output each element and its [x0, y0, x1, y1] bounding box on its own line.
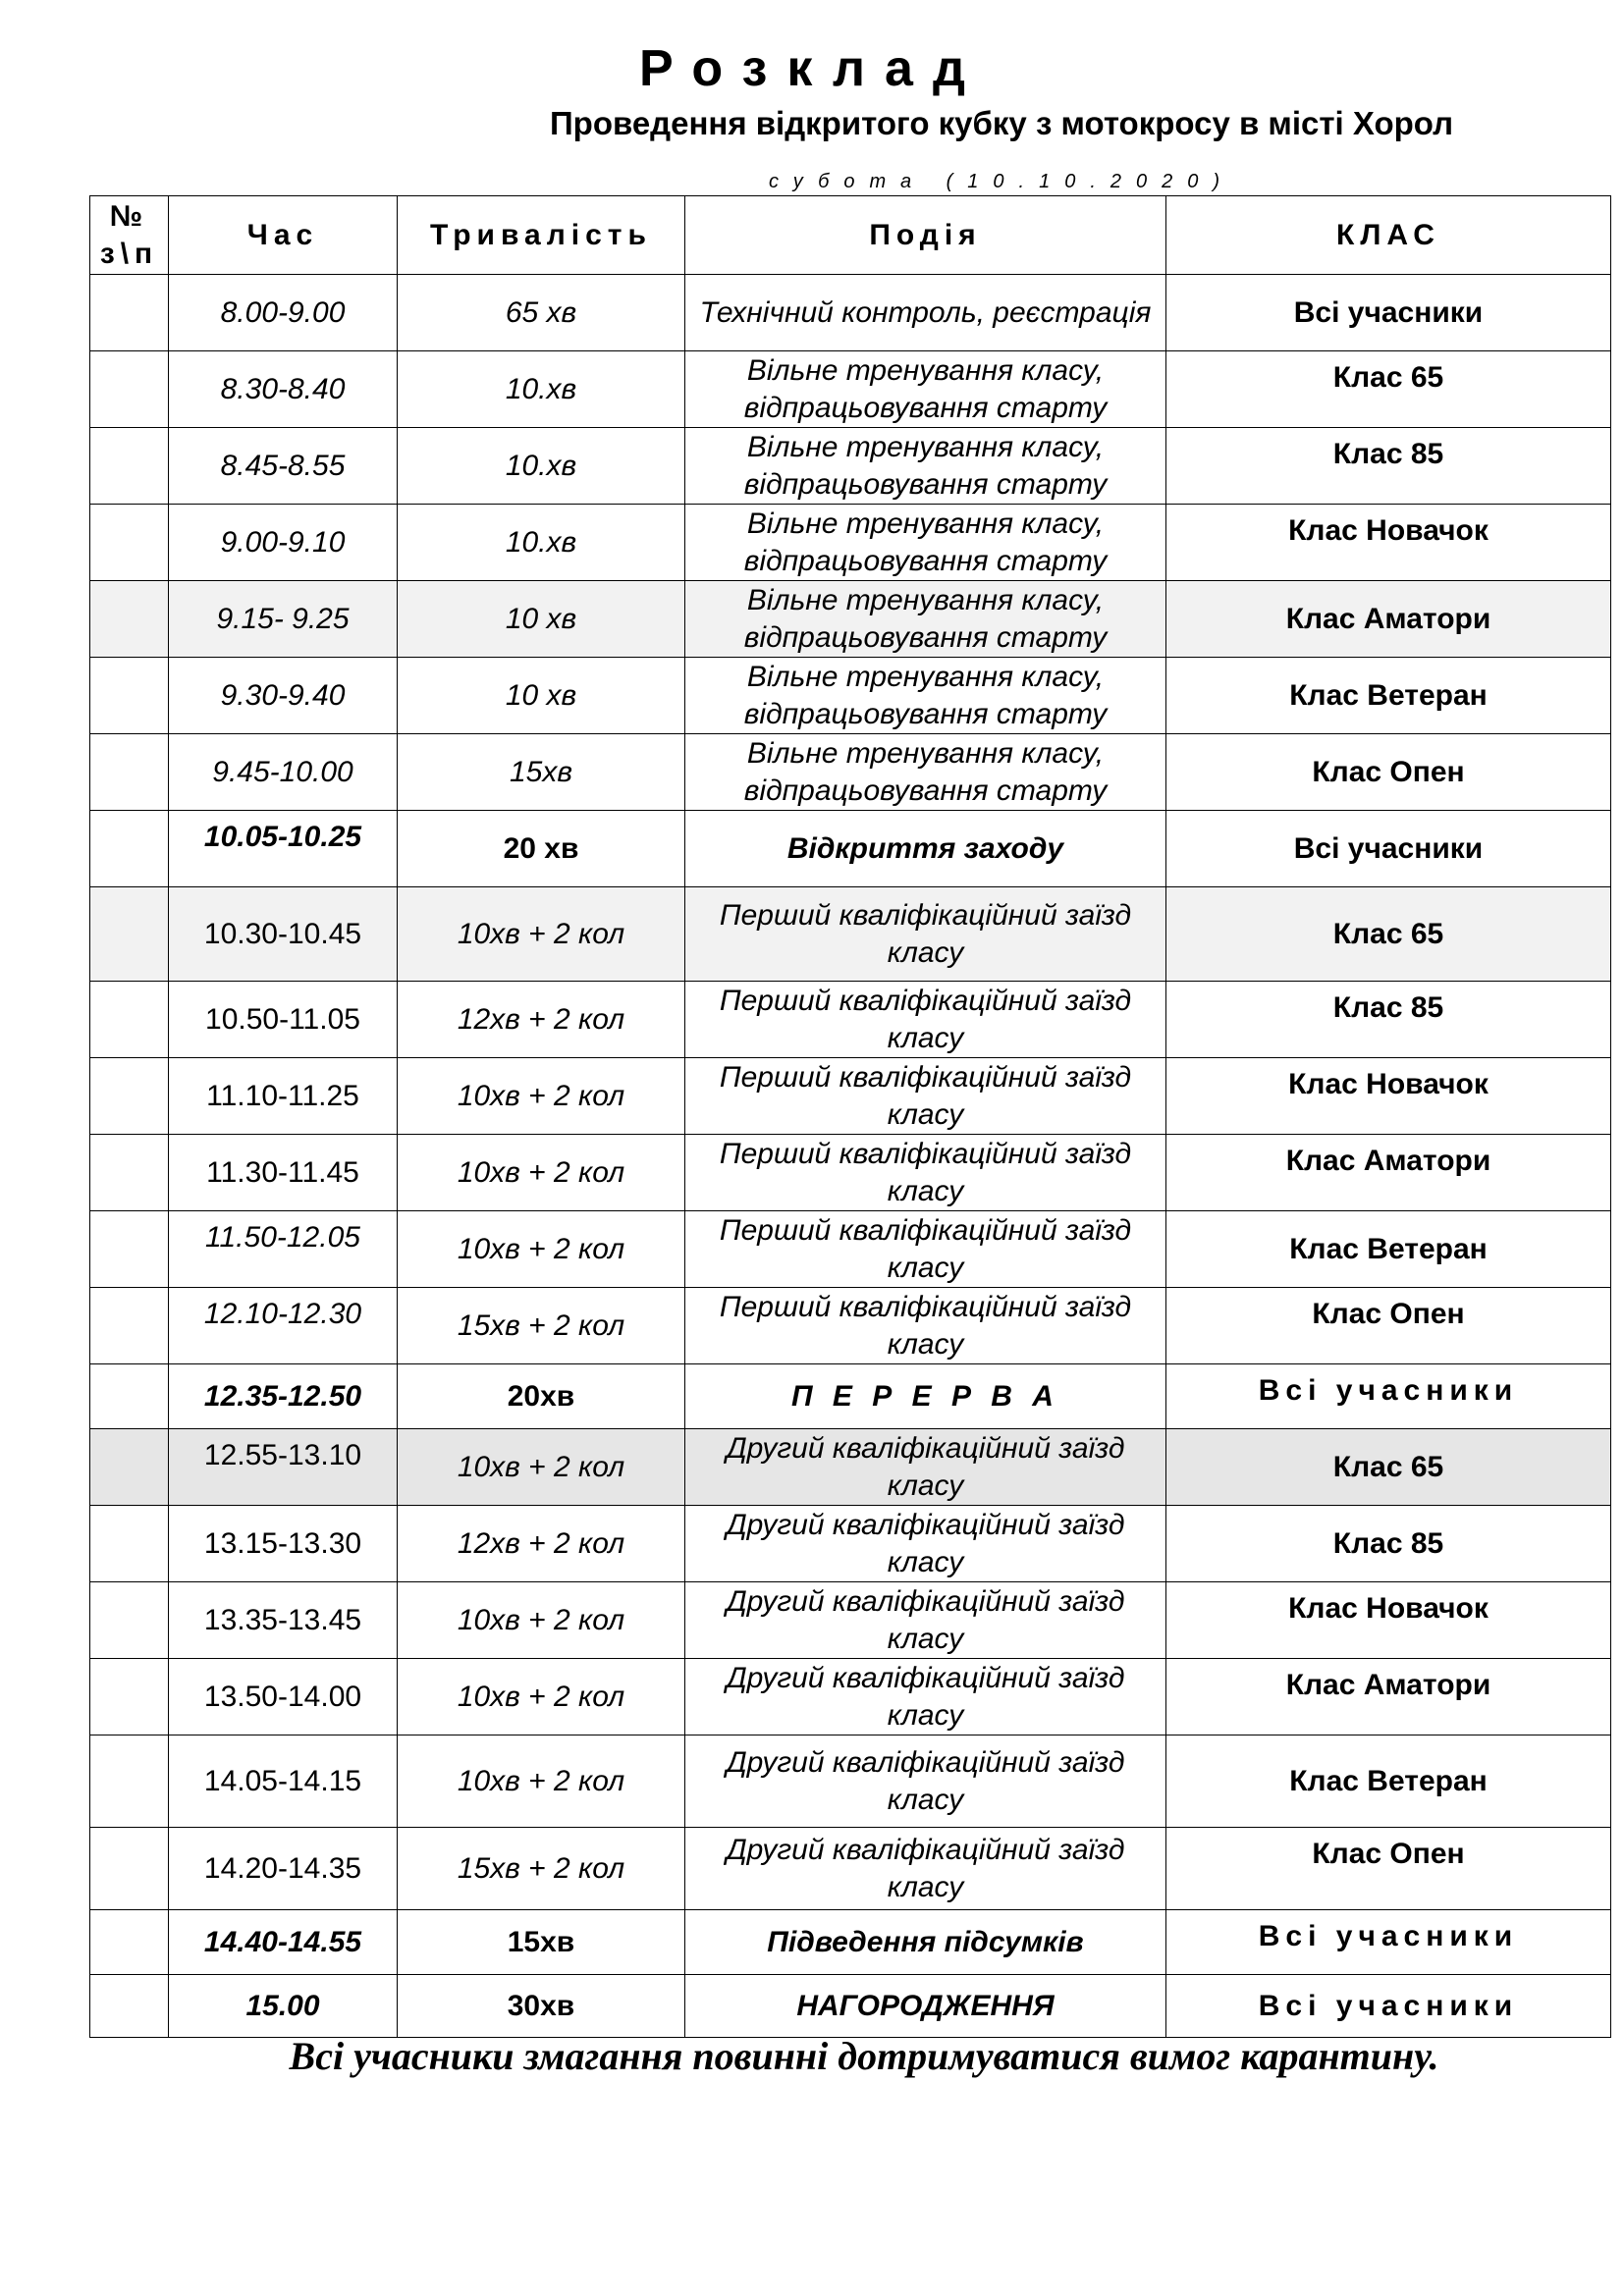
row-duration: 10хв + 2 кол	[398, 1135, 685, 1211]
row-class: Клас Опен	[1166, 734, 1611, 811]
table-row	[90, 887, 1611, 982]
row-time: 14.05-14.15	[169, 1735, 398, 1828]
table-row	[90, 581, 1611, 658]
row-event: Вільне тренування класу, відпрацьовування старту	[685, 734, 1166, 811]
row-duration: 15хв + 2 кол	[398, 1288, 685, 1364]
row-time: 8.00-9.00	[169, 275, 398, 351]
table-row	[90, 1975, 1611, 2038]
event-date: субота (10.10.2020)	[768, 171, 1235, 192]
row-class: Всі учасники	[1166, 1910, 1611, 1975]
row-num	[90, 1429, 169, 1506]
row-num	[90, 1211, 169, 1288]
row-event: П Е Р Е Р В А	[685, 1364, 1166, 1429]
table-header-row	[90, 196, 1611, 275]
row-num	[90, 1058, 169, 1135]
row-event: Технічний контроль, реєстрація	[685, 275, 1166, 351]
row-num	[90, 1364, 169, 1429]
row-duration: 10.хв	[398, 351, 685, 428]
row-class: Клас 65	[1166, 887, 1611, 982]
row-time: 14.40-14.55	[169, 1910, 398, 1975]
row-time: 13.50-14.00	[169, 1659, 398, 1735]
row-num	[90, 275, 169, 351]
row-event: Другий кваліфікаційний заїзд класу	[685, 1828, 1166, 1910]
row-time: 10.05-10.25	[169, 811, 398, 887]
row-class: Клас 85	[1166, 982, 1611, 1058]
row-duration: 10хв + 2 кол	[398, 1659, 685, 1735]
row-event: Вільне тренування класу, відпрацьовування старту	[685, 658, 1166, 734]
row-duration: 12хв + 2 кол	[398, 982, 685, 1058]
row-class: Клас Аматори	[1166, 1135, 1611, 1211]
row-class: Клас Аматори	[1166, 581, 1611, 658]
table-row	[90, 1364, 1611, 1429]
row-num	[90, 1582, 169, 1659]
row-time: 10.50-11.05	[169, 982, 398, 1058]
row-time: 13.15-13.30	[169, 1506, 398, 1582]
schedule-table	[89, 195, 1611, 2038]
row-num	[90, 982, 169, 1058]
row-event: Вільне тренування класу, відпрацьовування старту	[685, 351, 1166, 428]
row-num	[90, 351, 169, 428]
row-class: Всі учасники	[1166, 275, 1611, 351]
header-duration: Тривалість	[398, 196, 685, 275]
row-num	[90, 1735, 169, 1828]
row-num	[90, 1659, 169, 1735]
table-row	[90, 1659, 1611, 1735]
row-duration: 10хв + 2 кол	[398, 1735, 685, 1828]
table-row	[90, 505, 1611, 581]
row-class: Клас Новачок	[1166, 505, 1611, 581]
table-row	[90, 351, 1611, 428]
row-time: 9.30-9.40	[169, 658, 398, 734]
row-duration: 10хв + 2 кол	[398, 1429, 685, 1506]
row-time: 14.20-14.35	[169, 1828, 398, 1910]
row-class: Клас 85	[1166, 1506, 1611, 1582]
row-time: 12.10-12.30	[169, 1288, 398, 1364]
row-num	[90, 658, 169, 734]
row-time: 11.10-11.25	[169, 1058, 398, 1135]
row-time: 8.30-8.40	[169, 351, 398, 428]
row-duration: 10хв + 2 кол	[398, 887, 685, 982]
row-class: Клас Ветеран	[1166, 1735, 1611, 1828]
row-event: Відкриття заходу	[685, 811, 1166, 887]
row-event: Перший кваліфікаційний заїзд класу	[685, 982, 1166, 1058]
row-class: Клас Ветеран	[1166, 1211, 1611, 1288]
table-row	[90, 428, 1611, 505]
row-class: Клас 65	[1166, 351, 1611, 428]
row-duration: 10хв + 2 кол	[398, 1211, 685, 1288]
row-duration: 20 хв	[398, 811, 685, 887]
row-num	[90, 1135, 169, 1211]
header-time: Час	[169, 196, 398, 275]
row-class: Клас Опен	[1166, 1828, 1611, 1910]
document-subtitle: Проведення відкритого кубку з мотокросу в місті Хорол	[549, 105, 1454, 141]
row-event: НАГОРОДЖЕННЯ	[685, 1975, 1166, 2038]
row-num	[90, 505, 169, 581]
row-time: 12.55-13.10	[169, 1429, 398, 1506]
row-num	[90, 811, 169, 887]
table-row	[90, 982, 1611, 1058]
header-num: № з\п	[90, 196, 169, 275]
row-event: Перший кваліфікаційний заїзд класу	[685, 1211, 1166, 1288]
row-event: Підведення підсумків	[685, 1910, 1166, 1975]
row-event: Перший кваліфікаційний заїзд класу	[685, 1288, 1166, 1364]
row-duration: 10хв + 2 кол	[398, 1582, 685, 1659]
row-num	[90, 734, 169, 811]
row-event: Перший кваліфікаційний заїзд класу	[685, 1135, 1166, 1211]
table-row	[90, 1058, 1611, 1135]
footer-note: Всі учасники змагання повинні дотримуватися вимог карантину.	[289, 2034, 1439, 2078]
table-row	[90, 811, 1611, 887]
row-event: Другий кваліфікаційний заїзд класу	[685, 1659, 1166, 1735]
table-row	[90, 1506, 1611, 1582]
row-num	[90, 428, 169, 505]
table-row	[90, 1582, 1611, 1659]
table-row	[90, 1429, 1611, 1506]
row-event: Другий кваліфікаційний заїзд класу	[685, 1506, 1166, 1582]
row-num	[90, 887, 169, 982]
table-row	[90, 1735, 1611, 1828]
row-class: Клас 65	[1166, 1429, 1611, 1506]
row-class: Всі учасники	[1166, 811, 1611, 887]
row-num	[90, 1975, 169, 2038]
row-num	[90, 1828, 169, 1910]
row-num	[90, 1288, 169, 1364]
row-event: Другий кваліфікаційний заїзд класу	[685, 1429, 1166, 1506]
row-duration: 12хв + 2 кол	[398, 1506, 685, 1582]
row-time: 9.15- 9.25	[169, 581, 398, 658]
row-class: Клас Аматори	[1166, 1659, 1611, 1735]
row-time: 11.30-11.45	[169, 1135, 398, 1211]
header-event: Подія	[685, 196, 1166, 275]
row-class: Клас 85	[1166, 428, 1611, 505]
row-time: 11.50-12.05	[169, 1211, 398, 1288]
row-time: 9.00-9.10	[169, 505, 398, 581]
table-row	[90, 1288, 1611, 1364]
row-duration: 15хв + 2 кол	[398, 1828, 685, 1910]
table-row	[90, 275, 1611, 351]
row-event: Вільне тренування класу, відпрацьовування старту	[685, 581, 1166, 658]
row-time: 13.35-13.45	[169, 1582, 398, 1659]
row-event: Другий кваліфікаційний заїзд класу	[685, 1582, 1166, 1659]
document-title: Розклад	[639, 40, 985, 97]
row-time: 15.00	[169, 1975, 398, 2038]
row-event: Вільне тренування класу, відпрацьовування старту	[685, 428, 1166, 505]
table-row	[90, 1211, 1611, 1288]
row-duration: 15хв	[398, 734, 685, 811]
row-time: 10.30-10.45	[169, 887, 398, 982]
row-duration: 65 хв	[398, 275, 685, 351]
row-num	[90, 1506, 169, 1582]
row-event: Перший кваліфікаційний заїзд класу	[685, 887, 1166, 982]
row-time: 12.35-12.50	[169, 1364, 398, 1429]
table-row	[90, 734, 1611, 811]
row-duration: 20хв	[398, 1364, 685, 1429]
table-row	[90, 1828, 1611, 1910]
row-duration: 10 хв	[398, 581, 685, 658]
row-event: Другий кваліфікаційний заїзд класу	[685, 1735, 1166, 1828]
table-row	[90, 658, 1611, 734]
row-class: Клас Опен	[1166, 1288, 1611, 1364]
table-row	[90, 1910, 1611, 1975]
row-time: 9.45-10.00	[169, 734, 398, 811]
row-event: Перший кваліфікаційний заїзд класу	[685, 1058, 1166, 1135]
row-duration: 10.хв	[398, 505, 685, 581]
table-row	[90, 1135, 1611, 1211]
row-class: Клас Ветеран	[1166, 658, 1611, 734]
row-class: Клас Новачок	[1166, 1058, 1611, 1135]
row-num	[90, 581, 169, 658]
row-duration: 10.хв	[398, 428, 685, 505]
row-class: Всі учасники	[1166, 1364, 1611, 1429]
row-time: 8.45-8.55	[169, 428, 398, 505]
header-class: КЛАС	[1166, 196, 1611, 275]
row-duration: 10 хв	[398, 658, 685, 734]
row-num	[90, 1910, 169, 1975]
row-duration: 15хв	[398, 1910, 685, 1975]
row-duration: 10хв + 2 кол	[398, 1058, 685, 1135]
row-class: Всі учасники	[1166, 1975, 1611, 2038]
row-duration: 30хв	[398, 1975, 685, 2038]
row-class: Клас Новачок	[1166, 1582, 1611, 1659]
row-event: Вільне тренування класу, відпрацьовування старту	[685, 505, 1166, 581]
